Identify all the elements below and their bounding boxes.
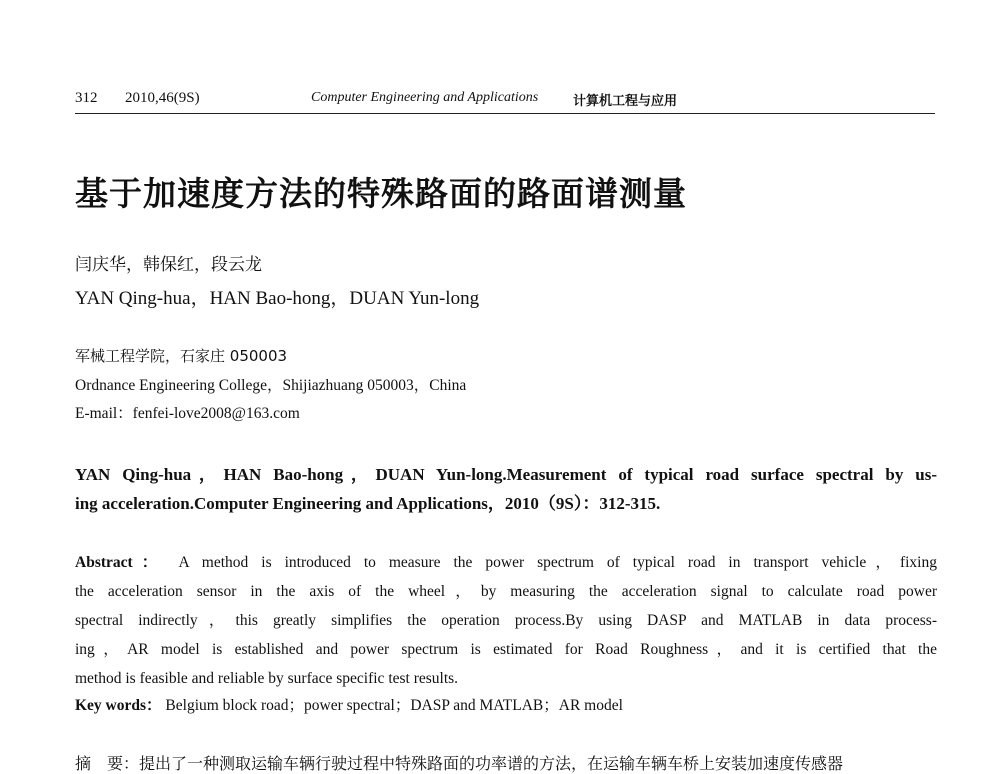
keywords xyxy=(75,693,623,715)
keywords-text: Belgium block road；power spectral；DASP and MATLAB；AR model xyxy=(165,697,623,714)
abstract-line: method is feasible and reliable by surface specific test results. xyxy=(75,670,459,687)
volume-issue: 2010,46(9S) xyxy=(125,90,200,106)
running-header xyxy=(75,90,935,112)
page-number: 312 xyxy=(75,90,98,106)
abstract xyxy=(75,548,937,693)
authors-en: YAN Qing-hua，HAN Bao-hong，DUAN Yun-long xyxy=(75,288,480,309)
abstract-line: the acceleration sensor in the axis of the wheel，by measuring the acceleration signal to calculate road power xyxy=(75,583,937,600)
paper-title: 基于加速度方法的特殊路面的路面谱测量 xyxy=(75,174,687,213)
citation xyxy=(75,460,937,518)
journal-name-zh: 计算机工程与应用 xyxy=(573,94,678,109)
affiliation-en: Ordnance Engineering College，Shijiazhuang 050003，China xyxy=(75,377,467,394)
abstract-line: spectral indirectly，this greatly simplifies the operation process.By using DASP and MATLAB in data process- xyxy=(75,612,937,629)
keywords-label: Key words： xyxy=(75,697,162,714)
abstract-text: A method is introduced to measure the power spectrum of typical road in transport vehicle，fixing xyxy=(178,554,937,571)
email: E-mail：fenfei-love2008@163.com xyxy=(75,405,300,422)
affiliation-zh: 军械工程学院，石家庄 050003 xyxy=(75,347,288,365)
authors-zh: 闫庆华，韩保红，段云龙 xyxy=(75,255,262,275)
chinese-abstract-start: 摘 要：提出了一种测取运输车辆行驶过程中特殊路面的功率谱的方法，在运输车辆车桥上安装加速度传感器 xyxy=(75,754,844,773)
journal-name-en: Computer Engineering and Applications xyxy=(311,90,539,105)
abstract-line: ing，AR model is established and power spectrum is estimated for Road Roughness，and it is certified that the xyxy=(75,641,937,658)
cutoff-text-line xyxy=(75,748,937,773)
citation-line: YAN Qing-hua，HAN Bao-hong，DUAN Yun-long.Measurement of typical road surface spectral by us- xyxy=(75,465,937,484)
abstract-label: Abstract： xyxy=(75,554,167,571)
abstract-line xyxy=(75,548,937,577)
citation-line: ing acceleration.Computer Engineering and Applications，2010（9S）：312-315. xyxy=(75,494,661,513)
header-divider xyxy=(75,113,935,114)
